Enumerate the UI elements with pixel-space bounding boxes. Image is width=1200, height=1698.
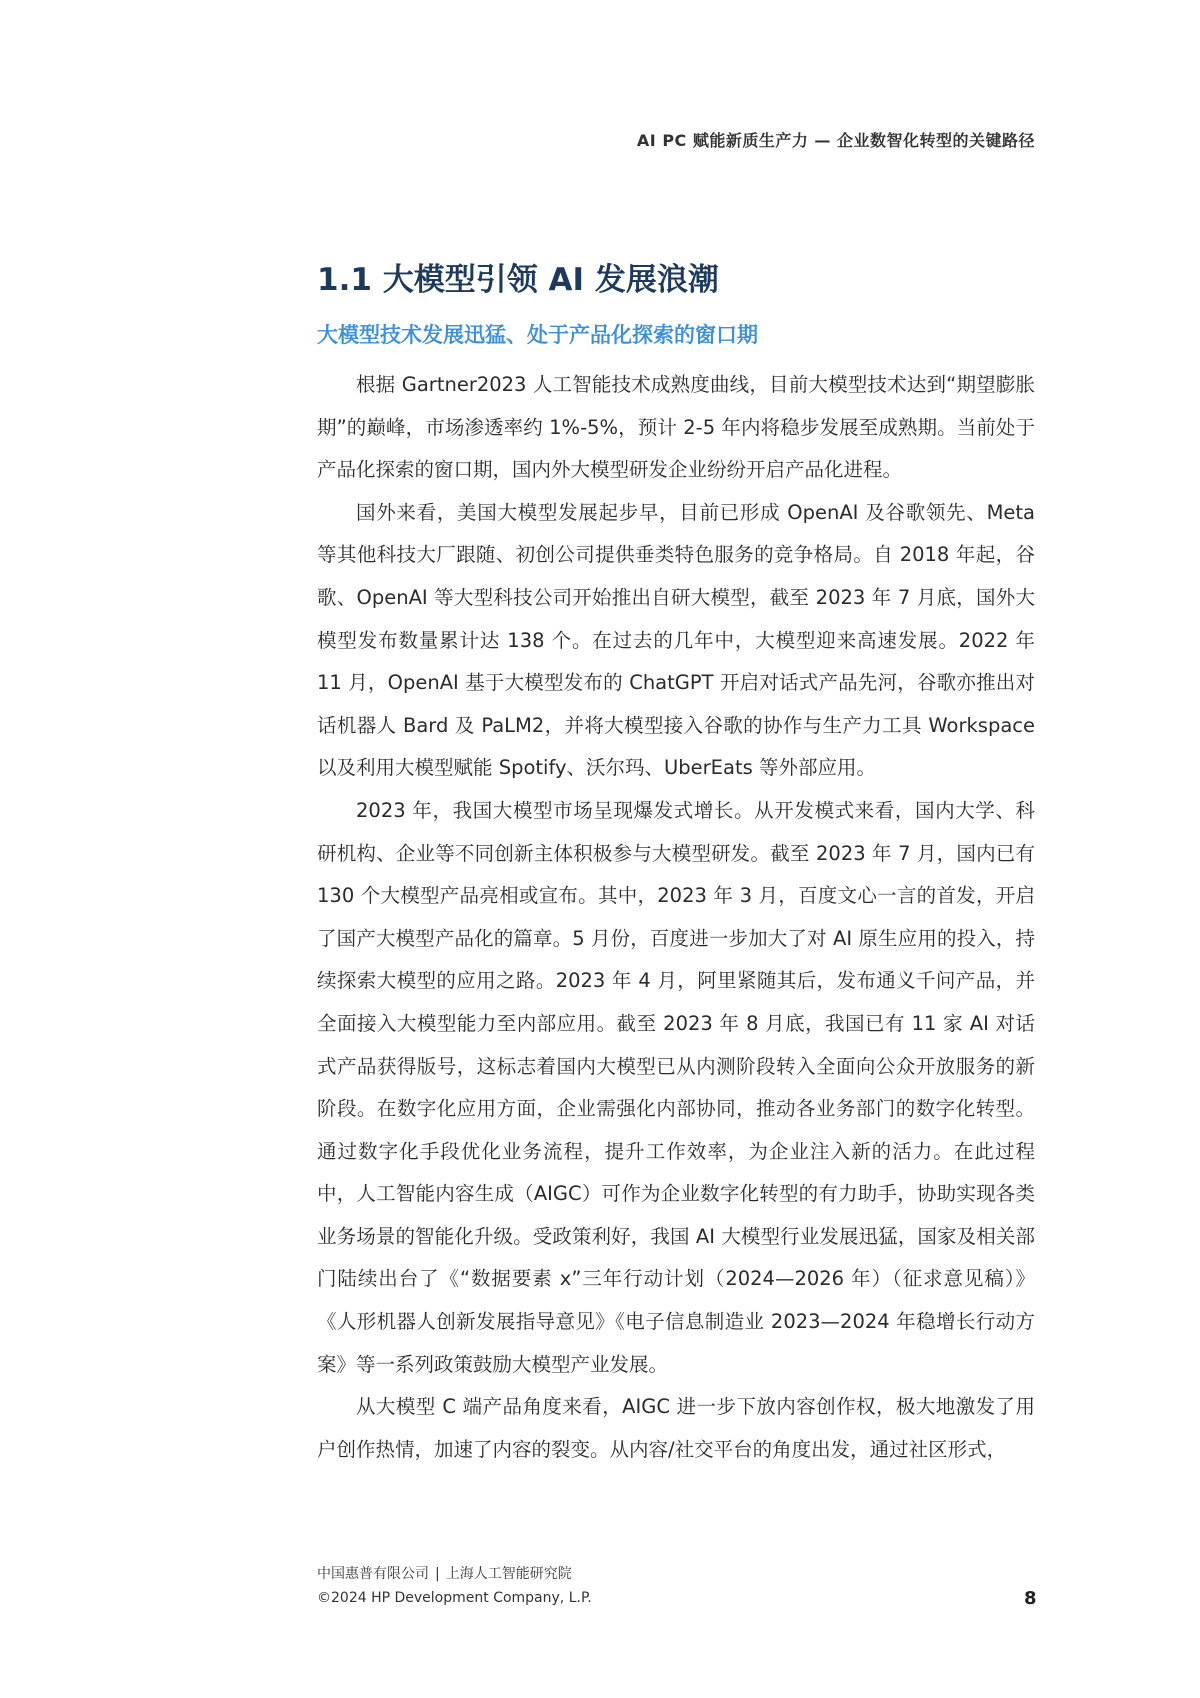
body-paragraph: 国外来看，美国大模型发展起步早，目前已形成 OpenAI 及谷歌领先、Meta 等其他科技大厂跟随、初创公司提供垂类特色服务的竞争格局。自 2018 年起，谷歌、OpenAI 等大型科技公司开始推出自研大模型，截至 2023 年 7 月底，国外大模型发布数量累计达 138 个。在过去的几年中，大模型迎来高速发展。2022 年 11 月，OpenAI 基于大模型发布的 ChatGPT 开启对话式产品先河，谷歌亦推出对话机器人 Bard 及 PaLM2，并将大模型接入谷歌的协作与生产力工具 Workspace 以及利用大模型赋能 Spotify、沃尔玛、UberEats 等外部应用。	[317, 500, 1035, 780]
page-number: 8	[1024, 1588, 1037, 1609]
body-paragraph: 2023 年，我国大模型市场呈现爆发式增长。从开发模式来看，国内大学、科研机构、企业等不同创新主体积极参与大模型研发。截至 2023 年 7 月，国内已有 130 个大模型产品亮相或宣布。其中，2023 年 3 月，百度文心一言的首发，开启了国产大模型产品化的篇章。5 月份，百度进一步加大了对 AI 原生应用的投入，持续探索大模型的应用之路。2023 年 4 月，阿里紧随其后，发布通义千问产品，并全面接入大模型能力至内部应用。截至 2023 年 8 月底，我国已有 11 家 AI 对话式产品获得版号，这标志着国内大模型已从内测阶段转入全面向公众开放服务的新阶段。在数字化应用方面，企业需强化内部协同，推动各业务部门的数字化转型。通过数字化手段优化业务流程，提升工作效率，为企业注入新的活力。在此过程中，人工智能内容生成（AIGC）可作为企业数字化转型的有力助手，协助实现各类业务场景的智能化升级。受政策利好，我国 AI 大模型行业发展迅猛，国家及相关部门陆续出台了《“数据要素 x”三年行动计划（2024—2026 年）（征求意见稿）》《人形机器人创新发展指导意见》《电子信息制造业 2023—2024 年稳增长行动方案》等一系列政策鼓励大模型产业发展。	[317, 798, 1035, 1376]
section-content	[317, 258, 1035, 1471]
footer-org-hp: 中国惠普有限公司	[317, 1566, 429, 1582]
section-title: 1.1 大模型引领 AI 发展浪潮	[317, 262, 719, 298]
footer-orgs	[317, 1562, 592, 1586]
footer-separator: |	[435, 1566, 440, 1582]
footer-org-institute: 上海人工智能研究院	[445, 1566, 572, 1582]
footer-copyright: ©2024 HP Development Company, L.P.	[317, 1590, 592, 1606]
section-subtitle: 大模型技术发展迅猛、处于产品化探索的窗口期	[317, 323, 758, 347]
body-paragraph: 根据 Gartner2023 人工智能技术成熟度曲线，目前大模型技术达到“期望膨胀期”的巅峰，市场渗透率约 1%-5%，预计 2-5 年内将稳步发展至成熟期。当前处于产品化探索的窗口期，国内外大模型研发企业纷纷开启产品化进程。	[317, 373, 1035, 482]
running-header: AI PC 赋能新质生产力 — 企业数智化转型的关键路径	[636, 131, 1035, 150]
page-footer	[317, 1562, 592, 1610]
body-paragraph: 从大模型 C 端产品角度来看，AIGC 进一步下放内容创作权，极大地激发了用户创作热情，加速了内容的裂变。从内容/社交平台的角度出发，通过社区形式，	[317, 1395, 1035, 1461]
